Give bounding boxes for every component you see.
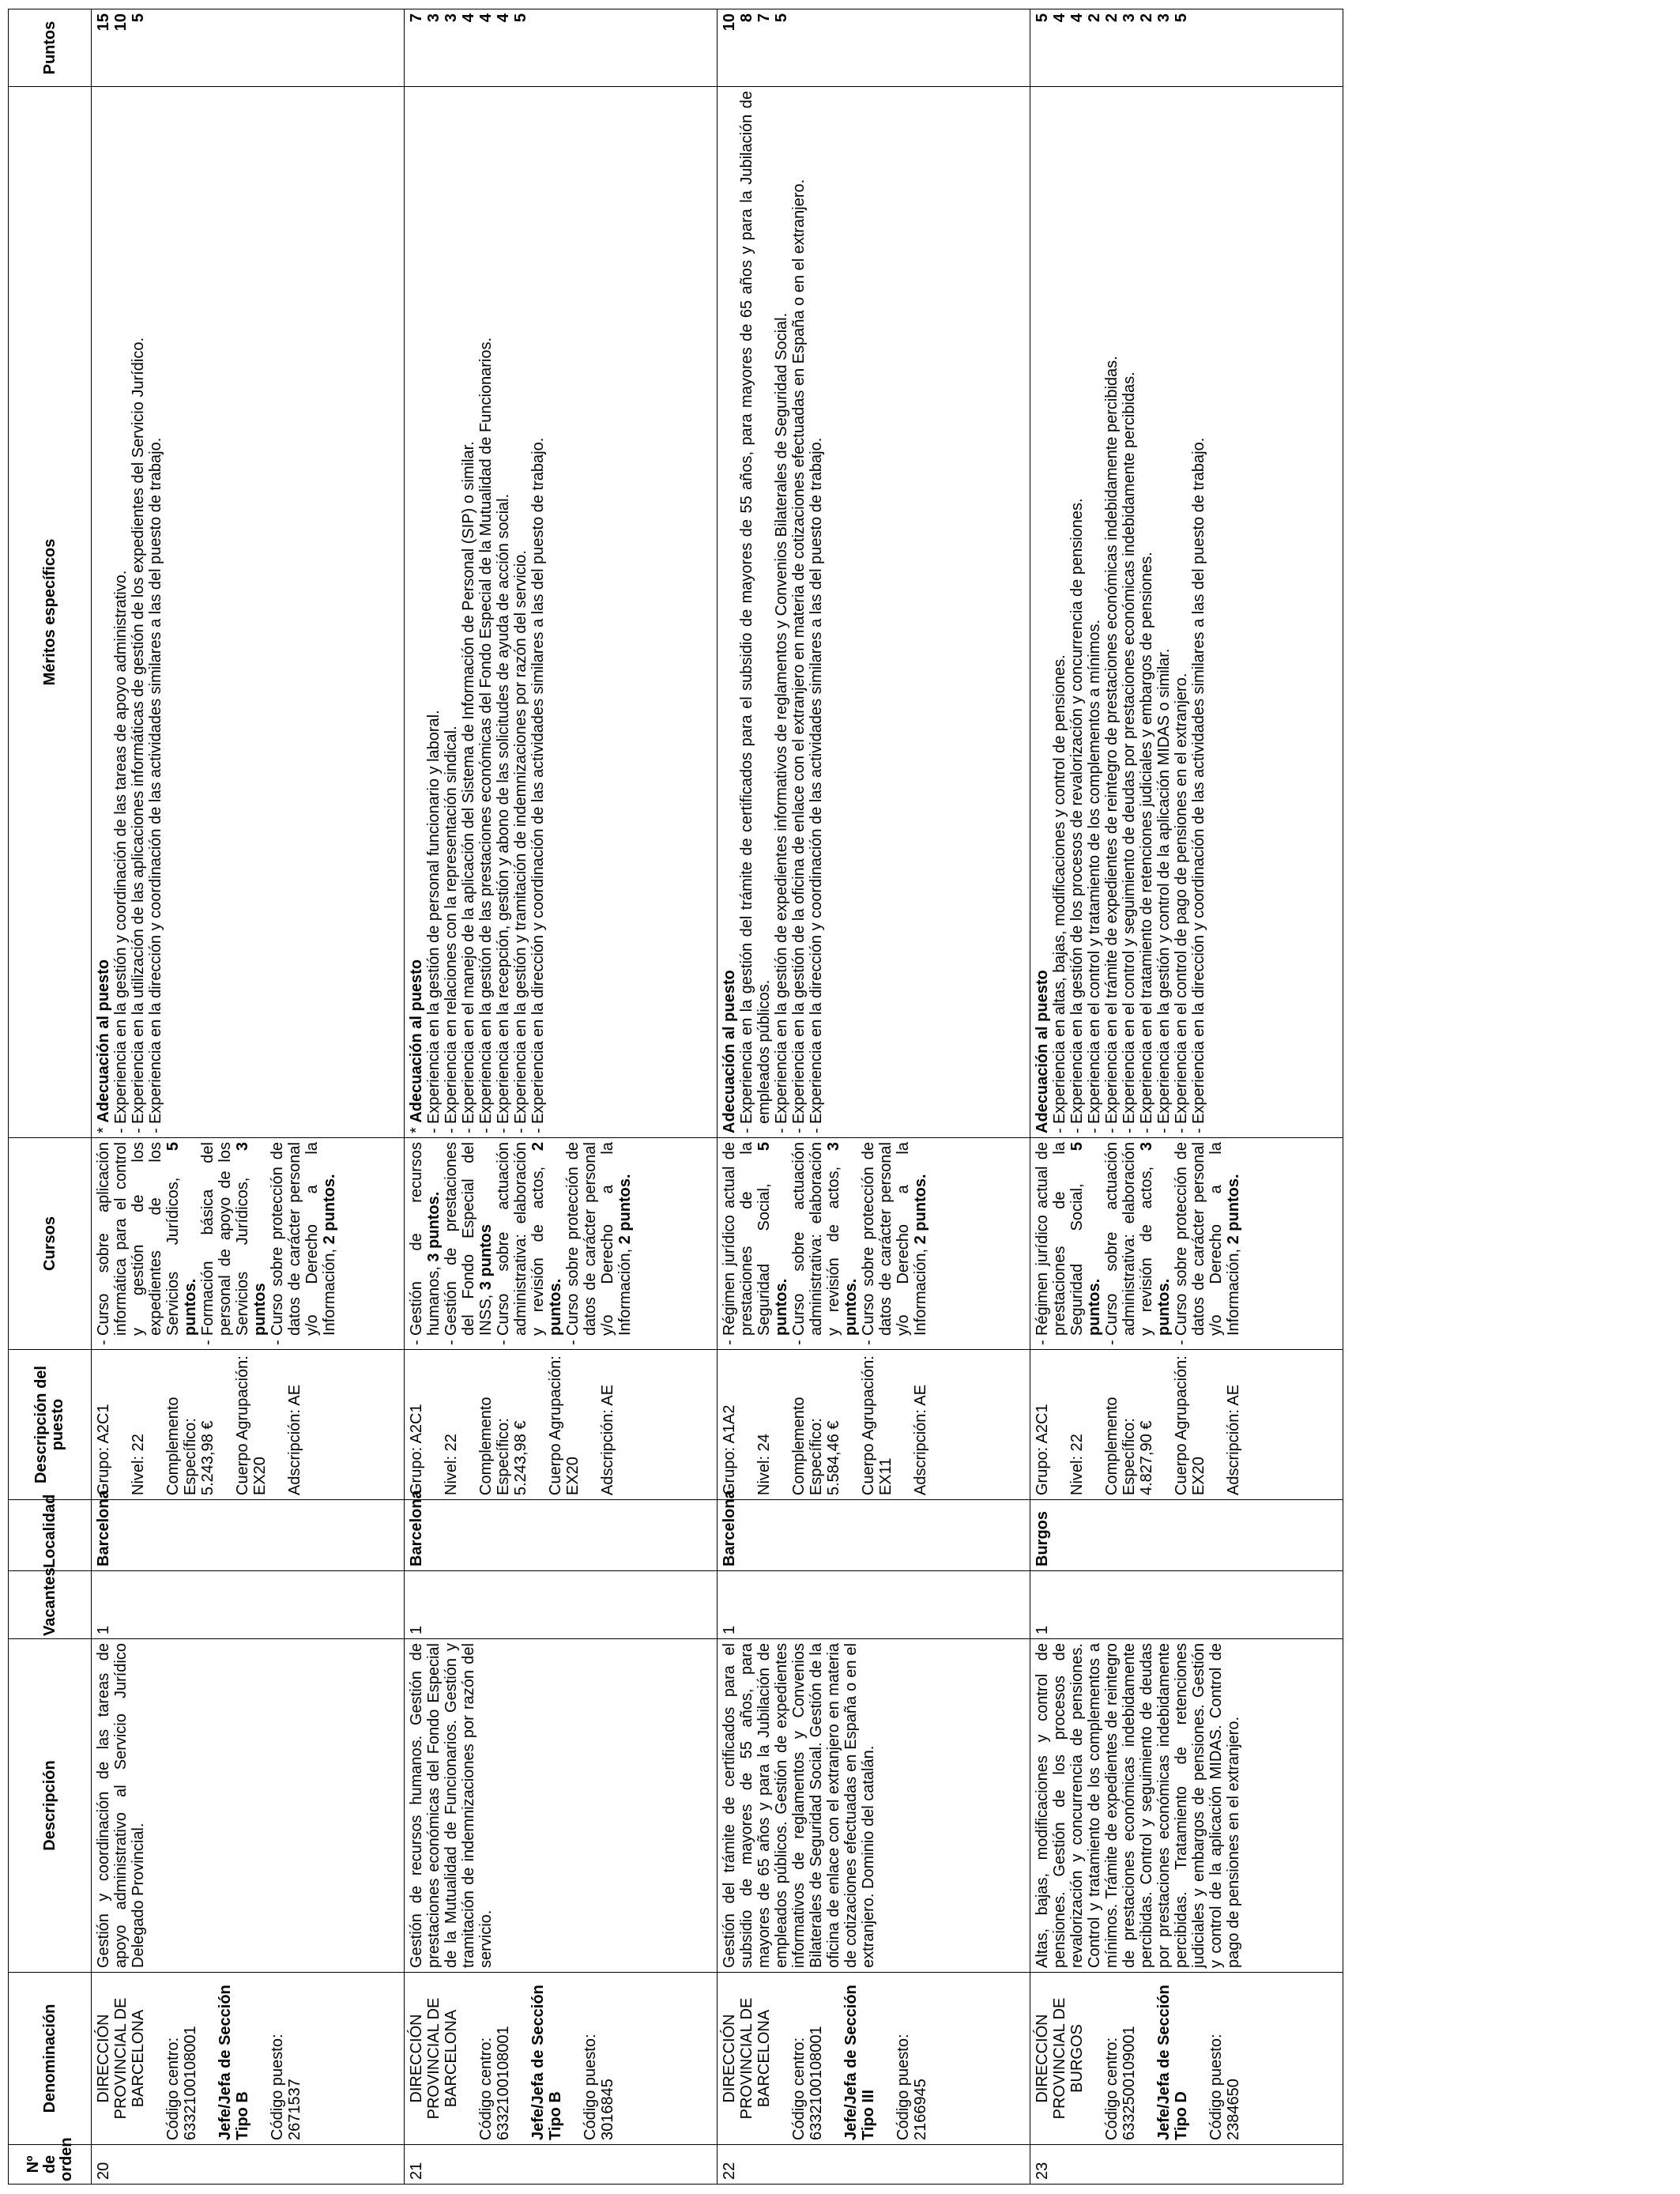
header-orden: Nº de orden (9, 2145, 92, 2185)
points-value: 4 (495, 13, 512, 23)
description-text: Altas, bajas, modificaciones y control de pensiones. Gestión de los procesos de revalorización y concurrencia de pensiones. Control y tratamiento de los complementos a mínimos. Trámite de expedientes de reintegro de prestaciones económicas indebidamente percibidas. Control y seguimiento de deudas por prestaciones económicas indebidamente percibidas. Tratamiento de retenciones judiciales y embargos de pensiones. Gestión y control de la aplicación MIDAS. Control de pago de pensiones en el extranjero. (1034, 1643, 1242, 1968)
job-title: Jefe/Jefa de Sección Tipo B (529, 1985, 564, 2140)
merit-item: - Experiencia en el control de pago de pensiones en el extranjero. (1173, 91, 1190, 1133)
complemento-value: 5.584,46 € (825, 1420, 842, 1495)
merit-item: - Experiencia en la gestión y coordinación de las tareas de apoyo administrativo. (112, 91, 130, 1133)
course-text: Curso sobre protección de datos de carácter personal y/o Derecho a la Información, (269, 1142, 338, 1336)
table-row (718, 9, 1030, 2185)
header-meritos: Méritos específicos (9, 87, 92, 1138)
centro-label: Código centro: (1103, 2037, 1121, 2140)
merit-item: - Experiencia en la gestión y control de la aplicación MIDAS o similar. (1155, 91, 1173, 1133)
grupo: Grupo: A2C1 (408, 1404, 425, 1495)
cuerpo-label: Cuerpo Agrupación: (234, 1355, 251, 1495)
points-value: 5 (512, 13, 529, 23)
courses-list (95, 1142, 338, 1345)
puntos-cell (92, 9, 405, 87)
course-points: 5 puntos. (164, 1142, 199, 1336)
course-points: 3 puntos. (825, 1142, 860, 1336)
job-title: Jefe/Jefa de Sección Tipo III (842, 1985, 877, 2140)
meritos-cell (92, 87, 405, 1138)
job-title: Jefe/Jefa de Sección Tipo B (217, 1985, 251, 2140)
course-points: 3 puntos. (1138, 1142, 1173, 1336)
puesto-label: Código puesto: (895, 2034, 912, 2140)
merits-list (112, 91, 164, 1133)
header-vacantes: Vacantes (9, 1571, 92, 1639)
course-item (495, 1142, 564, 1345)
cuerpo-label: Cuerpo Agrupación: (1173, 1355, 1190, 1495)
denominacion-cell (1030, 1973, 1343, 2145)
courses-list (1034, 1142, 1242, 1345)
course-points: 2 puntos. (616, 1174, 634, 1245)
nivel: Nivel: 22 (1068, 1434, 1086, 1495)
cuerpo-value: EX20 (1190, 1457, 1207, 1495)
course-item (1173, 1142, 1242, 1345)
description-text: Gestión del trámite de certificados para el subsidio de mayores de 55 años, para mayores de 65 años y para la Jubilación de empleados públicos. Gestión de expedientes informativos de reglamentos y Convenios Bilaterales de Seguridad Social. Gestión de la oficina de enlace con el extranjero en materia de cotizaciones efectuadas en España o en el extranjero. Dominio del catalán. (721, 1643, 877, 1968)
header-puntos: Puntos (9, 9, 92, 87)
vacancy-table (8, 9, 1343, 2185)
nivel: Nivel: 22 (130, 1434, 147, 1495)
course-text: Curso sobre actuación administrativa: elaboración y revisión de actos, (495, 1142, 547, 1336)
cuerpo-label: Cuerpo Agrupación: (860, 1355, 877, 1495)
orden-number: 20 (95, 2162, 112, 2180)
puesto-code: 2166945 (912, 2079, 929, 2140)
meritos-cell (1030, 87, 1343, 1138)
locality: Burgos (1034, 1511, 1051, 1566)
unit-name: DIRECCIÓN PROVINCIAL DE BARCELONA (721, 1997, 773, 2120)
course-item (860, 1142, 929, 1345)
header-localidad: Localidad (9, 1500, 92, 1571)
points-value: 15 (95, 13, 112, 32)
centro-code: 6332500109001 (1121, 2026, 1138, 2140)
centro-code: 6332100108001 (495, 2026, 512, 2140)
cuerpo-value: EX20 (251, 1457, 269, 1495)
adscripcion: Adscripción: AE (599, 1384, 616, 1495)
meritos-cell (718, 87, 1030, 1138)
points-value: 2 (1103, 13, 1121, 23)
header-cursos: Cursos (9, 1138, 92, 1350)
points-value: 3 (1121, 13, 1138, 23)
merits-list (425, 91, 547, 1133)
course-text: Gestión de prestaciones del Fondo Especial del INSS, (443, 1142, 495, 1336)
orden-cell (1030, 2145, 1343, 2185)
table-row (92, 9, 405, 2185)
descripcion-puesto-cell (92, 1350, 405, 1500)
course-text: Régimen jurídico actual de prestaciones de la Seguridad Social, (1034, 1142, 1086, 1336)
complemento-value: 5.243,98 € (512, 1420, 529, 1495)
course-item (95, 1142, 199, 1345)
merit-item: - Experiencia en la gestión de la oficina de enlace con el extranjero en materia de cotizaciones efectuadas en España o en el extranjero. (790, 91, 808, 1133)
complemento-value: 5.243,98 € (199, 1420, 217, 1495)
merits-heading: Adecuación al puesto (721, 970, 738, 1133)
points-value: 5 (130, 13, 147, 23)
courses-list (408, 1142, 634, 1345)
course-text: Curso sobre protección de datos de carácter personal y/o Derecho a la Información, (860, 1142, 929, 1336)
merit-item: - Experiencia en la dirección y coordinación de las actividades similares a las del puesto de trabajo. (1190, 91, 1207, 1133)
cursos-cell (405, 1138, 718, 1350)
descripcion-cell (405, 1639, 718, 1973)
merit-item: - Experiencia en la gestión de expedientes informativos de reglamentos y Convenios Bilaterales de Seguridad Social. (773, 91, 790, 1133)
merit-item: - Experiencia en la gestión de los procesos de revalorización y concurrencia de pensiones. (1068, 91, 1086, 1133)
points-value: 2 (1138, 13, 1155, 23)
complemento-label: Complemento Específico: (1103, 1397, 1138, 1495)
centro-code: 6332100108001 (182, 2026, 199, 2140)
puesto-label: Código puesto: (269, 2034, 286, 2140)
locality: Barcelona (721, 1490, 738, 1566)
points-value: 3 (443, 13, 460, 23)
course-item (564, 1142, 634, 1345)
merits-list (1051, 91, 1207, 1133)
vacancy-count: 1 (721, 1625, 738, 1634)
cursos-cell (92, 1138, 405, 1350)
centro-label: Código centro: (164, 2037, 182, 2140)
centro-code: 6332100108001 (808, 2026, 825, 2140)
merit-item: - Experiencia en el tratamiento de retenciones judiciales y embargos de pensiones. (1138, 91, 1155, 1133)
cuerpo-label: Cuerpo Agrupación: (547, 1355, 564, 1495)
job-title: Jefe/Jefa de Sección Tipo D (1155, 1985, 1190, 2140)
locality: Barcelona (408, 1490, 425, 1566)
denominacion-cell (405, 1973, 718, 2145)
course-points: 2 puntos. (1225, 1174, 1242, 1245)
cuerpo-value: EX20 (564, 1457, 582, 1495)
complemento-value: 4.827,90 € (1138, 1420, 1155, 1495)
points-value: 5 (1034, 13, 1051, 23)
centro-label: Código centro: (790, 2037, 808, 2140)
vacancy-count: 1 (95, 1625, 112, 1634)
meritos-cell (405, 87, 718, 1138)
header-descripcion-puesto: Descripción del puesto (9, 1350, 92, 1500)
course-item (443, 1142, 495, 1345)
merit-item: - Experiencia en el control y tratamiento de los complementos a mínimos. (1086, 91, 1103, 1133)
localidad-cell (92, 1490, 405, 1571)
merit-item: - Experiencia en la dirección y coordinación de las actividades similares a las del puesto de trabajo. (529, 91, 547, 1133)
descripcion-puesto-cell (405, 1350, 718, 1500)
merit-item: - Experiencia en la gestión y tramitación de indemnizaciones por razón del servicio. (512, 91, 529, 1133)
cursos-cell (718, 1138, 1030, 1350)
unit-name: DIRECCIÓN PROVINCIAL DE BURGOS (1034, 1997, 1086, 2120)
points-value: 3 (425, 13, 443, 23)
localidad-cell (1030, 1500, 1343, 1571)
complemento-label: Complemento Específico: (790, 1397, 825, 1495)
adscripcion: Adscripción: AE (912, 1384, 929, 1495)
merit-item: - Experiencia en el control y seguimiento de deudas por prestaciones económicas indebidamente percibidas. (1121, 91, 1138, 1133)
points-value: 8 (738, 13, 755, 23)
course-points: 5 puntos. (755, 1142, 790, 1336)
cursos-cell (1030, 1138, 1343, 1350)
orden-cell (92, 2145, 405, 2185)
merit-item: - Experiencia en la gestión de las prestaciones económicas del Fondo Especial de la Mutualidad de Funcionarios. (477, 91, 495, 1133)
course-points: 5 puntos. (1068, 1142, 1103, 1336)
table-body (92, 9, 1343, 2185)
course-text: Curso sobre protección de datos de carácter personal y/o Derecho a la Información, (564, 1142, 634, 1336)
header-row (9, 9, 92, 2185)
course-text: Curso sobre actuación administrativa: elaboración y revisión de actos, (790, 1142, 842, 1336)
points-value: 4 (1068, 13, 1086, 23)
orden-cell (718, 2145, 1030, 2185)
points-value: 4 (477, 13, 495, 23)
merit-item: - Experiencia en la dirección y coordinación de las actividades similares a las del puesto de trabajo. (147, 91, 164, 1133)
merits-list (738, 91, 825, 1133)
puesto-code: 3016845 (599, 2079, 616, 2140)
unit-name: DIRECCIÓN PROVINCIAL DE BARCELONA (408, 1997, 460, 2120)
complemento-label: Complemento Específico: (164, 1397, 199, 1495)
vacantes-cell (718, 1571, 1030, 1639)
puesto-code: 2384650 (1225, 2079, 1242, 2140)
vacantes-cell (1030, 1571, 1343, 1639)
courses-list (721, 1142, 929, 1345)
complemento-label: Complemento Específico: (477, 1397, 512, 1495)
merit-item: - Experiencia en relaciones con la representación sindical. (443, 91, 460, 1133)
course-text: Curso sobre actuación administrativa: elaboración y revisión de actos, (1103, 1142, 1155, 1336)
description-text: Gestión de recursos humanos. Gestión de prestaciones económicas del Fondo Especial de la Mutualidad de Funcionarios. Gestión y tramitación de indemnizaciones por razón del servicio. (408, 1643, 495, 1968)
adscripcion: Adscripción: AE (1225, 1384, 1242, 1495)
merit-item: - Experiencia en el trámite de expedientes de reintegro de prestaciones económicas indebidamente percibidas. (1103, 91, 1121, 1133)
course-points: 3 puntos (234, 1142, 269, 1336)
course-text: Régimen jurídico actual de prestaciones de la Seguridad Social, (721, 1142, 773, 1336)
course-item (1034, 1142, 1103, 1345)
centro-label: Código centro: (477, 2037, 495, 2140)
points-list (408, 13, 529, 82)
header-descripcion: Descripción (9, 1639, 92, 1973)
vacantes-cell (92, 1571, 405, 1639)
course-item (269, 1142, 338, 1345)
merits-heading: * Adecuación al puesto (95, 91, 112, 1133)
table-row (1030, 9, 1343, 2185)
description-text: Gestión y coordinación de las tareas de apoyo administrativo al Servicio Jurídico Delegado Provincial. (95, 1643, 147, 1968)
orden-number: 23 (1034, 2162, 1051, 2180)
course-text: Curso sobre aplicación informática para el control y gestión de los expedientes de los Servicios Jurídicos, (95, 1142, 182, 1336)
vacancy-count: 1 (408, 1625, 425, 1634)
merit-item: - Experiencia en la gestión de personal funcionario y laboral. (425, 91, 443, 1133)
grupo: Grupo: A2C1 (1034, 1404, 1051, 1495)
unit-name: DIRECCIÓN PROVINCIAL DE BARCELONA (95, 1997, 147, 2120)
course-item (199, 1142, 269, 1345)
locality: Barcelona (95, 1490, 112, 1566)
course-points: 3 puntos (477, 1223, 495, 1291)
points-value: 7 (408, 13, 425, 23)
puesto-code: 2671537 (286, 2079, 303, 2140)
course-text: Formación básica del personal de apoyo de los Servicios Jurídicos, (199, 1142, 251, 1336)
points-value: 4 (460, 13, 477, 23)
adscripcion: Adscripción: AE (286, 1384, 303, 1495)
course-points: 2 puntos. (912, 1174, 929, 1245)
course-text: Gestión de recursos humanos, (408, 1142, 443, 1336)
descripcion-puesto-cell (718, 1350, 1030, 1500)
orden-cell (405, 2145, 718, 2185)
grupo: Grupo: A1A2 (721, 1404, 738, 1495)
vacancy-count: 1 (1034, 1625, 1051, 1634)
puntos-cell (405, 9, 718, 87)
merit-item: - Experiencia en la recepción, gestión y abono de las solicitudes de ayuda de acción social. (495, 91, 512, 1133)
descripcion-puesto-cell (1030, 1350, 1343, 1500)
table-row (405, 9, 718, 2185)
orden-number: 21 (408, 2162, 425, 2180)
points-value: 10 (112, 13, 130, 32)
points-value: 5 (1173, 13, 1190, 23)
vacantes-cell (405, 1571, 718, 1639)
points-list (721, 13, 790, 82)
points-list (95, 13, 147, 82)
points-value: 4 (1051, 13, 1068, 23)
denominacion-cell (92, 1973, 405, 2145)
puntos-cell (718, 9, 1030, 87)
cuerpo-value: EX11 (877, 1457, 895, 1495)
course-item (790, 1142, 860, 1345)
course-points: 3 puntos. (425, 1191, 443, 1262)
nivel: Nivel: 24 (755, 1434, 773, 1495)
header-denominacion: Denominación (9, 1973, 92, 2145)
points-value: 10 (721, 13, 738, 32)
course-text: Curso sobre protección de datos de carácter personal y/o Derecho a la Información, (1173, 1142, 1242, 1336)
course-points: 2 puntos. (321, 1174, 338, 1245)
puesto-label: Código puesto: (1207, 2034, 1225, 2140)
merit-item: - Experiencia en altas, bajas, modificaciones y control de pensiones. (1051, 91, 1068, 1133)
merit-item: - Experiencia en la dirección y coordinación de las actividades similares a las del puesto de trabajo. (808, 91, 825, 1133)
points-value: 5 (773, 13, 790, 23)
puntos-cell (1030, 9, 1343, 87)
course-item (1103, 1142, 1173, 1345)
points-value: 3 (1155, 13, 1173, 23)
orden-number: 22 (721, 2162, 738, 2180)
course-item (721, 1142, 790, 1345)
descripcion-cell (718, 1639, 1030, 1973)
puesto-label: Código puesto: (582, 2034, 599, 2140)
localidad-cell (405, 1490, 718, 1571)
merit-item: - Experiencia en la gestión del trámite de certificados para el subsidio de mayores de 55 años, para mayores de 65 años y para la Jubilación de empleados públicos. (738, 91, 773, 1133)
localidad-cell (718, 1490, 1030, 1571)
merits-heading: * Adecuación al puesto (408, 91, 425, 1133)
descripcion-cell (92, 1639, 405, 1973)
denominacion-cell (718, 1973, 1030, 2145)
points-value: 2 (1086, 13, 1103, 23)
course-points: 2 puntos. (529, 1142, 564, 1336)
course-item (408, 1142, 443, 1345)
merits-heading: Adecuación al puesto (1034, 970, 1051, 1133)
descripcion-cell (1030, 1639, 1343, 1973)
points-value: 7 (755, 13, 773, 23)
merit-item: - Experiencia en la utilización de las aplicaciones informáticas de gestión de los expedientes del Servicio Jurídico. (130, 91, 147, 1133)
merit-item: - Experiencia en el manejo de la aplicación del Sistema de Información de Personal (SIP) o similar. (460, 91, 477, 1133)
nivel: Nivel: 22 (443, 1434, 460, 1495)
grupo: Grupo: A2C1 (95, 1404, 112, 1495)
points-list (1034, 13, 1190, 82)
